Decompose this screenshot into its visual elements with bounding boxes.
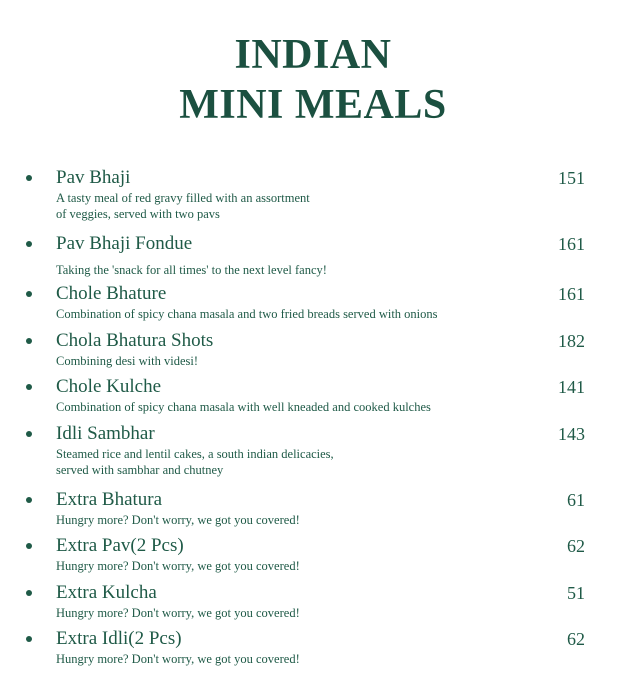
bullet-icon [26,543,32,549]
item-price: 62 [567,536,585,556]
item-price: 182 [558,330,585,351]
bullet-icon [26,175,32,181]
bullet-icon [26,590,32,596]
item-name: Chola Bhatura Shots [56,329,214,351]
item-name: Pav Bhaji [56,167,131,188]
item-description-line: Hungry more? Don't worry, we got you covered! [56,559,300,573]
menu-item-pav-bhaji-fondue [0,232,626,282]
menu-title-line-2: MINI MEALS [179,82,447,128]
item-description-line: Combination of spicy chana masala and two fried breads served with onions [56,307,438,321]
item-description [56,190,556,222]
item-name: Chole Kulche [56,376,162,397]
item-description-line: Hungry more? Don't worry, we got you covered! [56,652,300,666]
menu-item-extra-kulcha [0,581,626,628]
menu-title [0,30,626,130]
item-description-line: Combining desi with videsi! [56,353,199,368]
item-price: 143 [558,423,585,444]
item-price: 161 [558,234,585,254]
menu-title-line-1: INDIAN [234,32,392,78]
item-description [56,446,556,478]
item-name: Extra Pav(2 Pcs) [56,535,184,556]
menu-item-pav-bhaji [0,166,626,232]
item-description-line: served with sambhar and chutney [56,462,224,477]
bullet-icon [26,497,32,503]
item-description-line: of veggies, served with two pavs [56,207,220,221]
item-price: 61 [567,489,585,510]
item-description [56,651,556,667]
item-name: Extra Kulcha [56,581,157,603]
item-price: 161 [558,284,585,304]
item-description-line: Steamed rice and lentil cakes, a south indian delicacies, [56,446,334,461]
menu-item-extra-idli [0,627,626,674]
item-description [56,512,556,528]
menu-item-extra-pav [0,534,626,581]
item-price: 141 [558,377,585,397]
item-name: Pav Bhaji Fondue [56,233,193,254]
item-price: 151 [558,168,585,188]
item-description [56,605,556,621]
item-name: Extra Bhatura [56,488,163,510]
menu-item-chole-kulche [0,375,626,422]
item-description-line: Taking the 'snack for all times' to the next level fancy! [56,263,327,277]
bullet-icon [26,431,32,437]
menu-item-chola-bhatura-shots [0,329,626,376]
item-name: Extra Idli(2 Pcs) [56,628,182,649]
item-description-line: Combination of spicy chana masala with well kneaded and cooked kulches [56,400,431,414]
item-description [56,262,556,278]
bullet-icon [26,291,32,297]
menu-list [0,166,626,674]
menu-item-chole-bhature [0,282,626,329]
item-description [56,558,556,574]
item-price: 51 [567,582,585,603]
item-description-line: Hungry more? Don't worry, we got you covered! [56,512,300,527]
item-description [56,399,556,415]
menu-item-extra-bhatura [0,488,626,535]
bullet-icon [26,384,32,390]
bullet-icon [26,241,32,247]
bullet-icon [26,636,32,642]
item-description-line: Hungry more? Don't worry, we got you covered! [56,605,300,620]
item-name: Chole Bhature [56,283,167,304]
item-price: 62 [567,629,585,649]
menu-item-idli-sambhar [0,422,626,488]
item-name: Idli Sambhar [56,422,155,444]
item-description [56,306,556,322]
bullet-icon [26,338,32,344]
item-description-line: A tasty meal of red gravy filled with an assortment [56,191,310,205]
item-description [56,353,556,369]
